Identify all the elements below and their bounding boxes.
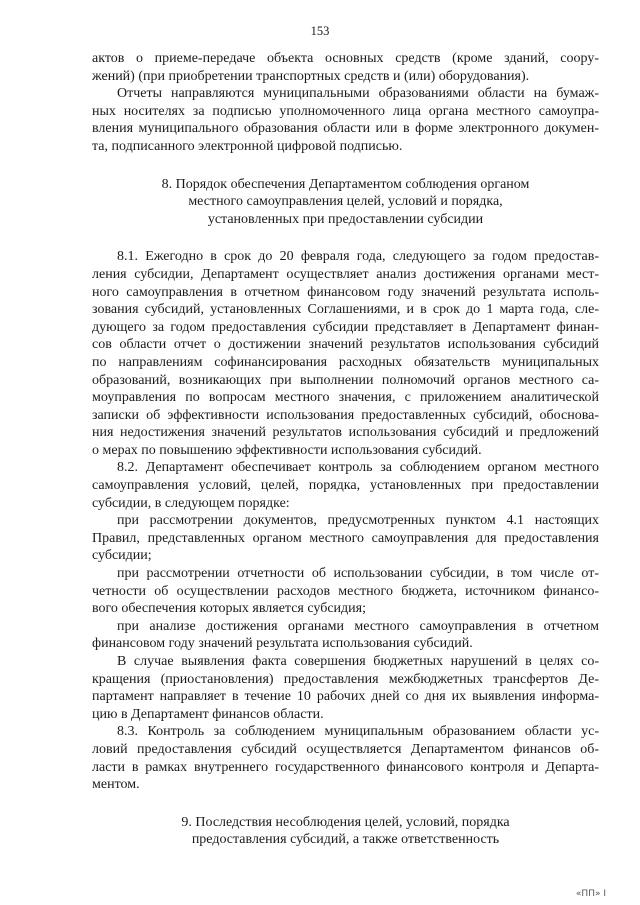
page-number: 153 xyxy=(310,24,330,38)
text-line: актов о приеме-передаче объекта основных средств (кроме зданий, соору- xyxy=(92,51,599,66)
text-line: 8.2. Департамент обеспечивает контроль за соблюдением органом местного xyxy=(117,460,599,476)
text-line: Правил, представленных органом местного самоуправления для предоставления xyxy=(92,530,599,546)
text-line: сов области отчет о достижении значений результатов использования субсидий xyxy=(92,337,599,353)
text-line: вого обеспечения которых является субсидия; xyxy=(92,601,366,617)
text-line: цию в Департамент финансов области. xyxy=(92,706,324,722)
text-line: субсидии, в следующем порядке: xyxy=(92,495,290,511)
text-line: самоуправления условий, целей, порядка, установленных при предоставлении xyxy=(92,478,599,494)
text-line: ного самоуправления в отчетном финансовом году значений результата исполь- xyxy=(92,284,599,300)
text-line: 8.3. Контроль за соблюдением муниципальным образованием области ус- xyxy=(117,724,599,740)
heading-line: 9. Последствия несоблюдения целей, условий, порядка xyxy=(181,814,510,830)
text-line: субсидии; xyxy=(92,548,152,564)
text-line: при рассмотрении отчетности об использовании субсидии, в том числе от- xyxy=(117,566,599,582)
text-line: ловий предоставления субсидий осуществляется Департаментом финансов об- xyxy=(92,741,599,757)
paragraph-block xyxy=(92,248,599,793)
text-line: та, подписанного электронной цифровой подписью. xyxy=(92,138,403,154)
text-line: ласти в рамках внутреннего государственного финансового контроля и Департа- xyxy=(92,759,599,775)
text-line: при анализе достижения органами местного самоуправления в отчетном xyxy=(117,618,599,634)
text-line: партамент направляет в течение 10 рабочих дней со дня их выявления информа- xyxy=(92,689,599,705)
spacer xyxy=(92,228,599,248)
text-line: финансовом году значений результата использования субсидий. xyxy=(92,636,473,652)
section-heading xyxy=(92,814,599,849)
heading-line: местного самоуправления целей, условий и порядка, xyxy=(188,194,503,210)
heading-line: предоставления субсидий, а также ответственность xyxy=(191,832,500,848)
text-line: моуправления по вопросам местного значения, с приложением аналитической xyxy=(92,390,599,406)
text-line: ментом. xyxy=(92,777,140,793)
text-line: образований, возникающих при выполнении полномочий органов местного са- xyxy=(92,372,599,388)
text-line: ных носителях за подписью уполномоченного лица органа местного самоупра- xyxy=(92,103,599,119)
spacer xyxy=(92,794,599,814)
heading-line: 8. Порядок обеспечения Департаментом соблюдения органом xyxy=(161,176,530,192)
text-line: при рассмотрении документов, предусмотренных пунктом 4.1 настоящих xyxy=(117,513,599,529)
text-line: дующего за годом предоставления субсидии представляет в Департамент финан- xyxy=(92,319,599,335)
spacer xyxy=(92,156,599,176)
text-line: ления субсидии, Департамент осуществляет анализ достижения органами мест- xyxy=(92,266,599,282)
text-line: по направлениям софинансирования расходных обязательств муниципальных xyxy=(92,354,599,370)
text-line: кращения (приостановления) предоставления межбюджетных трансфертов Де- xyxy=(92,671,599,687)
text-line: ния недостижения значений результатов использования субсидий и предложений xyxy=(92,425,599,441)
text-line: вления муниципального образования области или в форме электронного докумен- xyxy=(92,121,599,137)
section-heading xyxy=(92,176,599,229)
text-line: Отчеты направляются муниципальными образованиями области на бумаж- xyxy=(117,86,599,102)
text-line: записки об эффективности использования предоставленных субсидий, обоснова- xyxy=(92,407,599,423)
text-line: четности об осуществлении расходов местного бюджета, источником финансо- xyxy=(92,583,599,599)
footer-mark: «ПП» I xyxy=(575,889,606,899)
paragraph-block xyxy=(92,50,599,156)
text-line: жений) (при приобретении транспортных средств и (или) оборудования). xyxy=(92,68,530,84)
text-line: 8.1. Ежегодно в срок до 20 февраля года, следующего за годом предостав- xyxy=(117,249,599,265)
text-line: зования субсидий, установленных Соглашениями, и в срок до 1 марта года, сле- xyxy=(92,302,599,318)
heading-line: установленных при предоставлении субсидии xyxy=(207,211,484,227)
text-line: о мерах по повышению эффективности использования субсидий. xyxy=(92,442,482,458)
document-body xyxy=(92,50,599,849)
text-line: В случае выявления факта совершения бюджетных нарушений в целях со- xyxy=(117,654,599,669)
